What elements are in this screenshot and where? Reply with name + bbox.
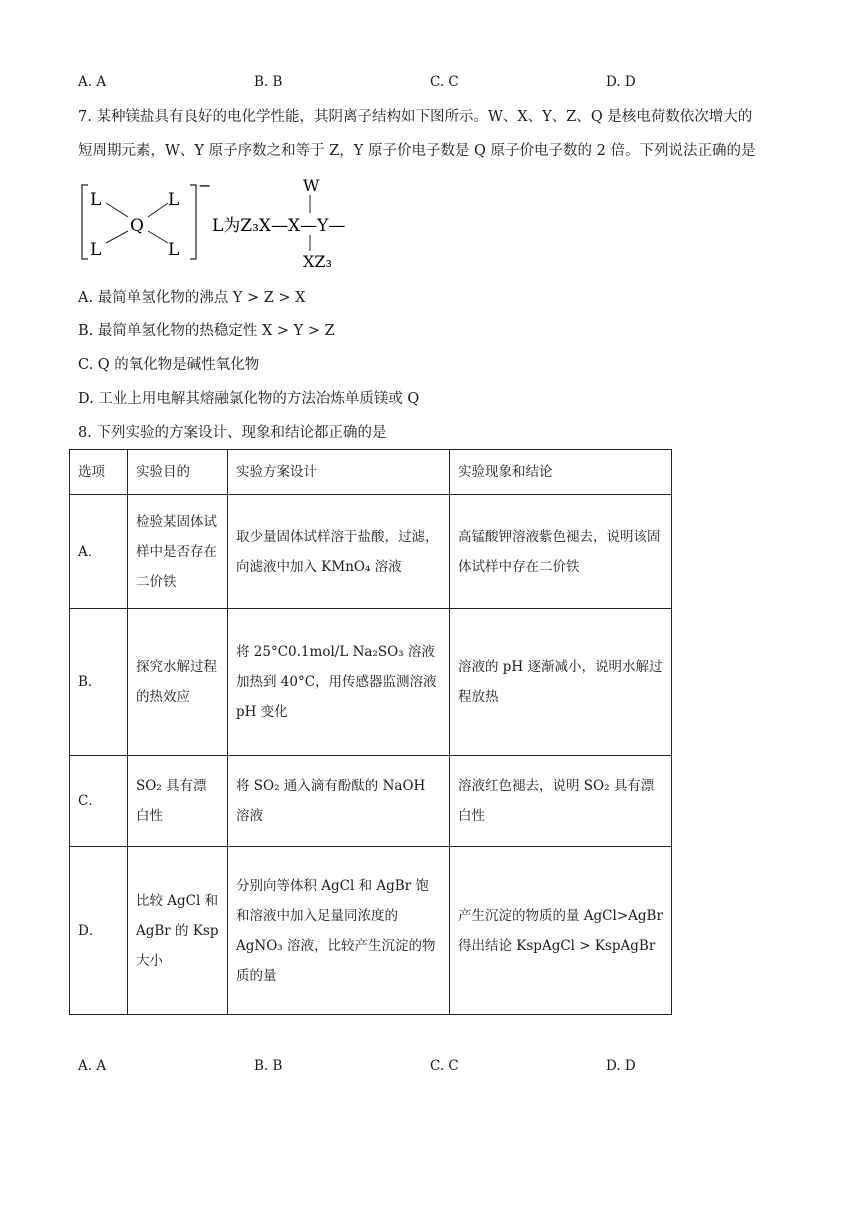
q6-option-a: A. A [78,74,107,90]
q8-option-b: B. B [254,1058,283,1074]
q8-stem: 8. 下列实验的方案设计、现象和结论都正确的是 [78,425,387,441]
atom-w: W [303,176,320,195]
structure-svg [78,173,408,273]
header-result: 实验现象和结论 [450,450,672,495]
row-c-purpose: SO₂ 具有漂白性 [128,756,228,847]
ligand-l-2: L [168,190,180,210]
q7-option-b: B. 最简单氢化物的热稳定性 X > Y > Z [78,323,335,339]
q6-option-c: C. C [430,74,459,90]
row-b-result: 溶液的 pH 逐渐减小，说明水解过程放热 [450,609,672,756]
experiment-table [69,449,672,1015]
l-definition: L为Z₃X—X—Y— [212,216,346,236]
center-q: Q [130,216,144,236]
row-d-option: D． [70,847,128,1015]
table-row [70,756,672,847]
row-b-option: B． [70,609,128,756]
q7-option-d: D. 工业上用电解其熔融氯化物的方法冶炼单质镁或 Q [78,391,420,407]
row-a-option: A． [70,495,128,609]
table-row [70,609,672,756]
row-a-design: 取少量固体试样溶于盐酸，过滤，向滤液中加入 KMnO₄ 溶液 [228,495,450,609]
q8-option-d: D. D [606,1058,636,1074]
row-a-purpose: 检验某固体试样中是否存在二价铁 [128,495,228,609]
charge-sign: − [198,176,212,195]
q6-option-b: B. B [254,74,283,90]
table-header-row [70,450,672,495]
row-d-design: 分别向等体积 AgCl 和 AgBr 饱和溶液中加入足量同浓度的 AgNO₃ 溶液，比较产生沉淀的物质的量 [228,847,450,1015]
row-b-purpose: 探究水解过程的热效应 [128,609,228,756]
ligand-l-1: L [90,190,102,210]
row-c-option: C． [70,756,128,847]
group-xz3: XZ₃ [303,252,332,271]
table-row [70,847,672,1015]
q8-option-c: C. C [430,1058,459,1074]
q7-stem-line1: 7. 某种镁盐具有良好的电化学性能，其阴离子结构如下图所示。W、X、Y、Z、Q 是核电荷数依次增大的 [78,109,753,125]
ligand-l-4: L [168,240,180,260]
q7-option-a: A. 最简单氢化物的沸点 Y > Z > X [78,290,306,306]
ligand-l-3: L [90,240,102,260]
header-option: 选项 [70,450,128,495]
q6-option-d: D. D [606,74,636,90]
row-d-purpose: 比较 AgCl 和 AgBr 的 Ksp 大小 [128,847,228,1015]
header-purpose: 实验目的 [128,450,228,495]
header-design: 实验方案设计 [228,450,450,495]
row-a-result: 高锰酸钾溶液紫色褪去，说明该固体试样中存在二价铁 [450,495,672,609]
q8-option-a: A. A [78,1058,107,1074]
q7-option-c: C. Q 的氧化物是碱性氧化物 [78,357,260,373]
q7-stem-line2: 短周期元素，W、Y 原子序数之和等于 Z，Y 原子价电子数是 Q 原子价电子数的 2 倍。下列说法正确的是 [78,143,756,159]
row-b-design: 将 25°C0.1mol/L Na₂SO₃ 溶液加热到 40°C，用传感器监测溶液 pH 变化 [228,609,450,756]
table-row [70,495,672,609]
row-d-result: 产生沉淀的物质的量 AgCl>AgBr 得出结论 KspAgCl > KspAgBr [450,847,672,1015]
row-c-result: 溶液红色褪去，说明 SO₂ 具有漂白性 [450,756,672,847]
row-c-design: 将 SO₂ 通入滴有酚酞的 NaOH 溶液 [228,756,450,847]
anion-structure-diagram [78,173,408,273]
